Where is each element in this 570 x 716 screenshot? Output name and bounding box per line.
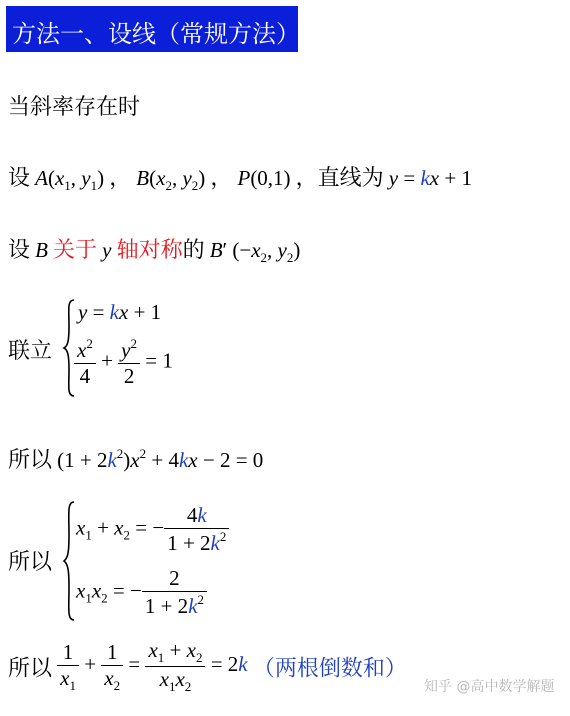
about-word: 关于 [53, 238, 98, 263]
point-p: P(0,1) [237, 166, 291, 190]
point-b: $B(x_2$, $y_2$) [136, 166, 206, 193]
vieta-product: $x_1x_2$ = − $\frac{2}{1 + 2k^2}$ [76, 566, 207, 619]
setup-line [8, 161, 472, 194]
frac-x2-over-4: $\frac{x^2}{4}$ [74, 336, 96, 389]
system-eq1: y = kx + 1 [78, 300, 162, 324]
vieta-sum: $x_1 + x_2$ = − $\frac{4k}{1 + 2k^2}$ [76, 503, 229, 556]
point-b-symbol: B [35, 238, 48, 262]
comma: ， [109, 166, 132, 191]
point-b-prime: B′ ($-x_2$, $y_2$) [209, 238, 301, 265]
reciprocal-sum-line [8, 638, 407, 695]
setup-word: 设 [8, 238, 31, 263]
combine-label: 联立 [8, 339, 53, 364]
axis-symmetry-word: 轴对称 [116, 238, 183, 263]
therefore-word: 所以 [8, 448, 53, 473]
quadratic-line [8, 443, 263, 474]
symmetry-line [8, 233, 300, 266]
point-a: $A(x_1$, $y_1$) [35, 166, 105, 193]
therefore-label-vieta: 所以 [8, 550, 53, 575]
y-symbol: y [102, 238, 112, 262]
reciprocal-sum-note: （两根倒数和） [252, 656, 407, 682]
line-equation: y = kx + 1 [388, 166, 472, 190]
left-brace-icon [62, 500, 76, 622]
section-title: 方法一、设线（常规方法） [12, 20, 300, 48]
setup-word: 设 [8, 166, 31, 191]
frac-y2-over-2: $\frac{y^2}{2}$ [118, 336, 140, 389]
case-heading: 当斜率存在时 [8, 95, 141, 120]
watermark: 知乎 @高中数学解题 [424, 679, 555, 695]
quadratic-equation: $(1 + 2k^2)x^2 + 4kx - 2 = 0$ [57, 446, 264, 472]
reciprocal-sum-equation: $\frac{1}{x_1}$ + $\frac{1}{x_2}$ = $\frac{x_1 + x_2}{x_1x_2}$ = 2k [57, 652, 253, 676]
comma: ， [210, 166, 233, 191]
system-eq2: $\frac{x^2}{4}$ + $\frac{y^2}{2}$ = 1 [74, 336, 173, 389]
therefore-word: 所以 [8, 656, 53, 682]
de-word: 的 [182, 238, 205, 263]
line-is-label: 直线为 [317, 166, 384, 191]
comma: ， [295, 166, 318, 191]
section-title-bar [6, 6, 298, 52]
